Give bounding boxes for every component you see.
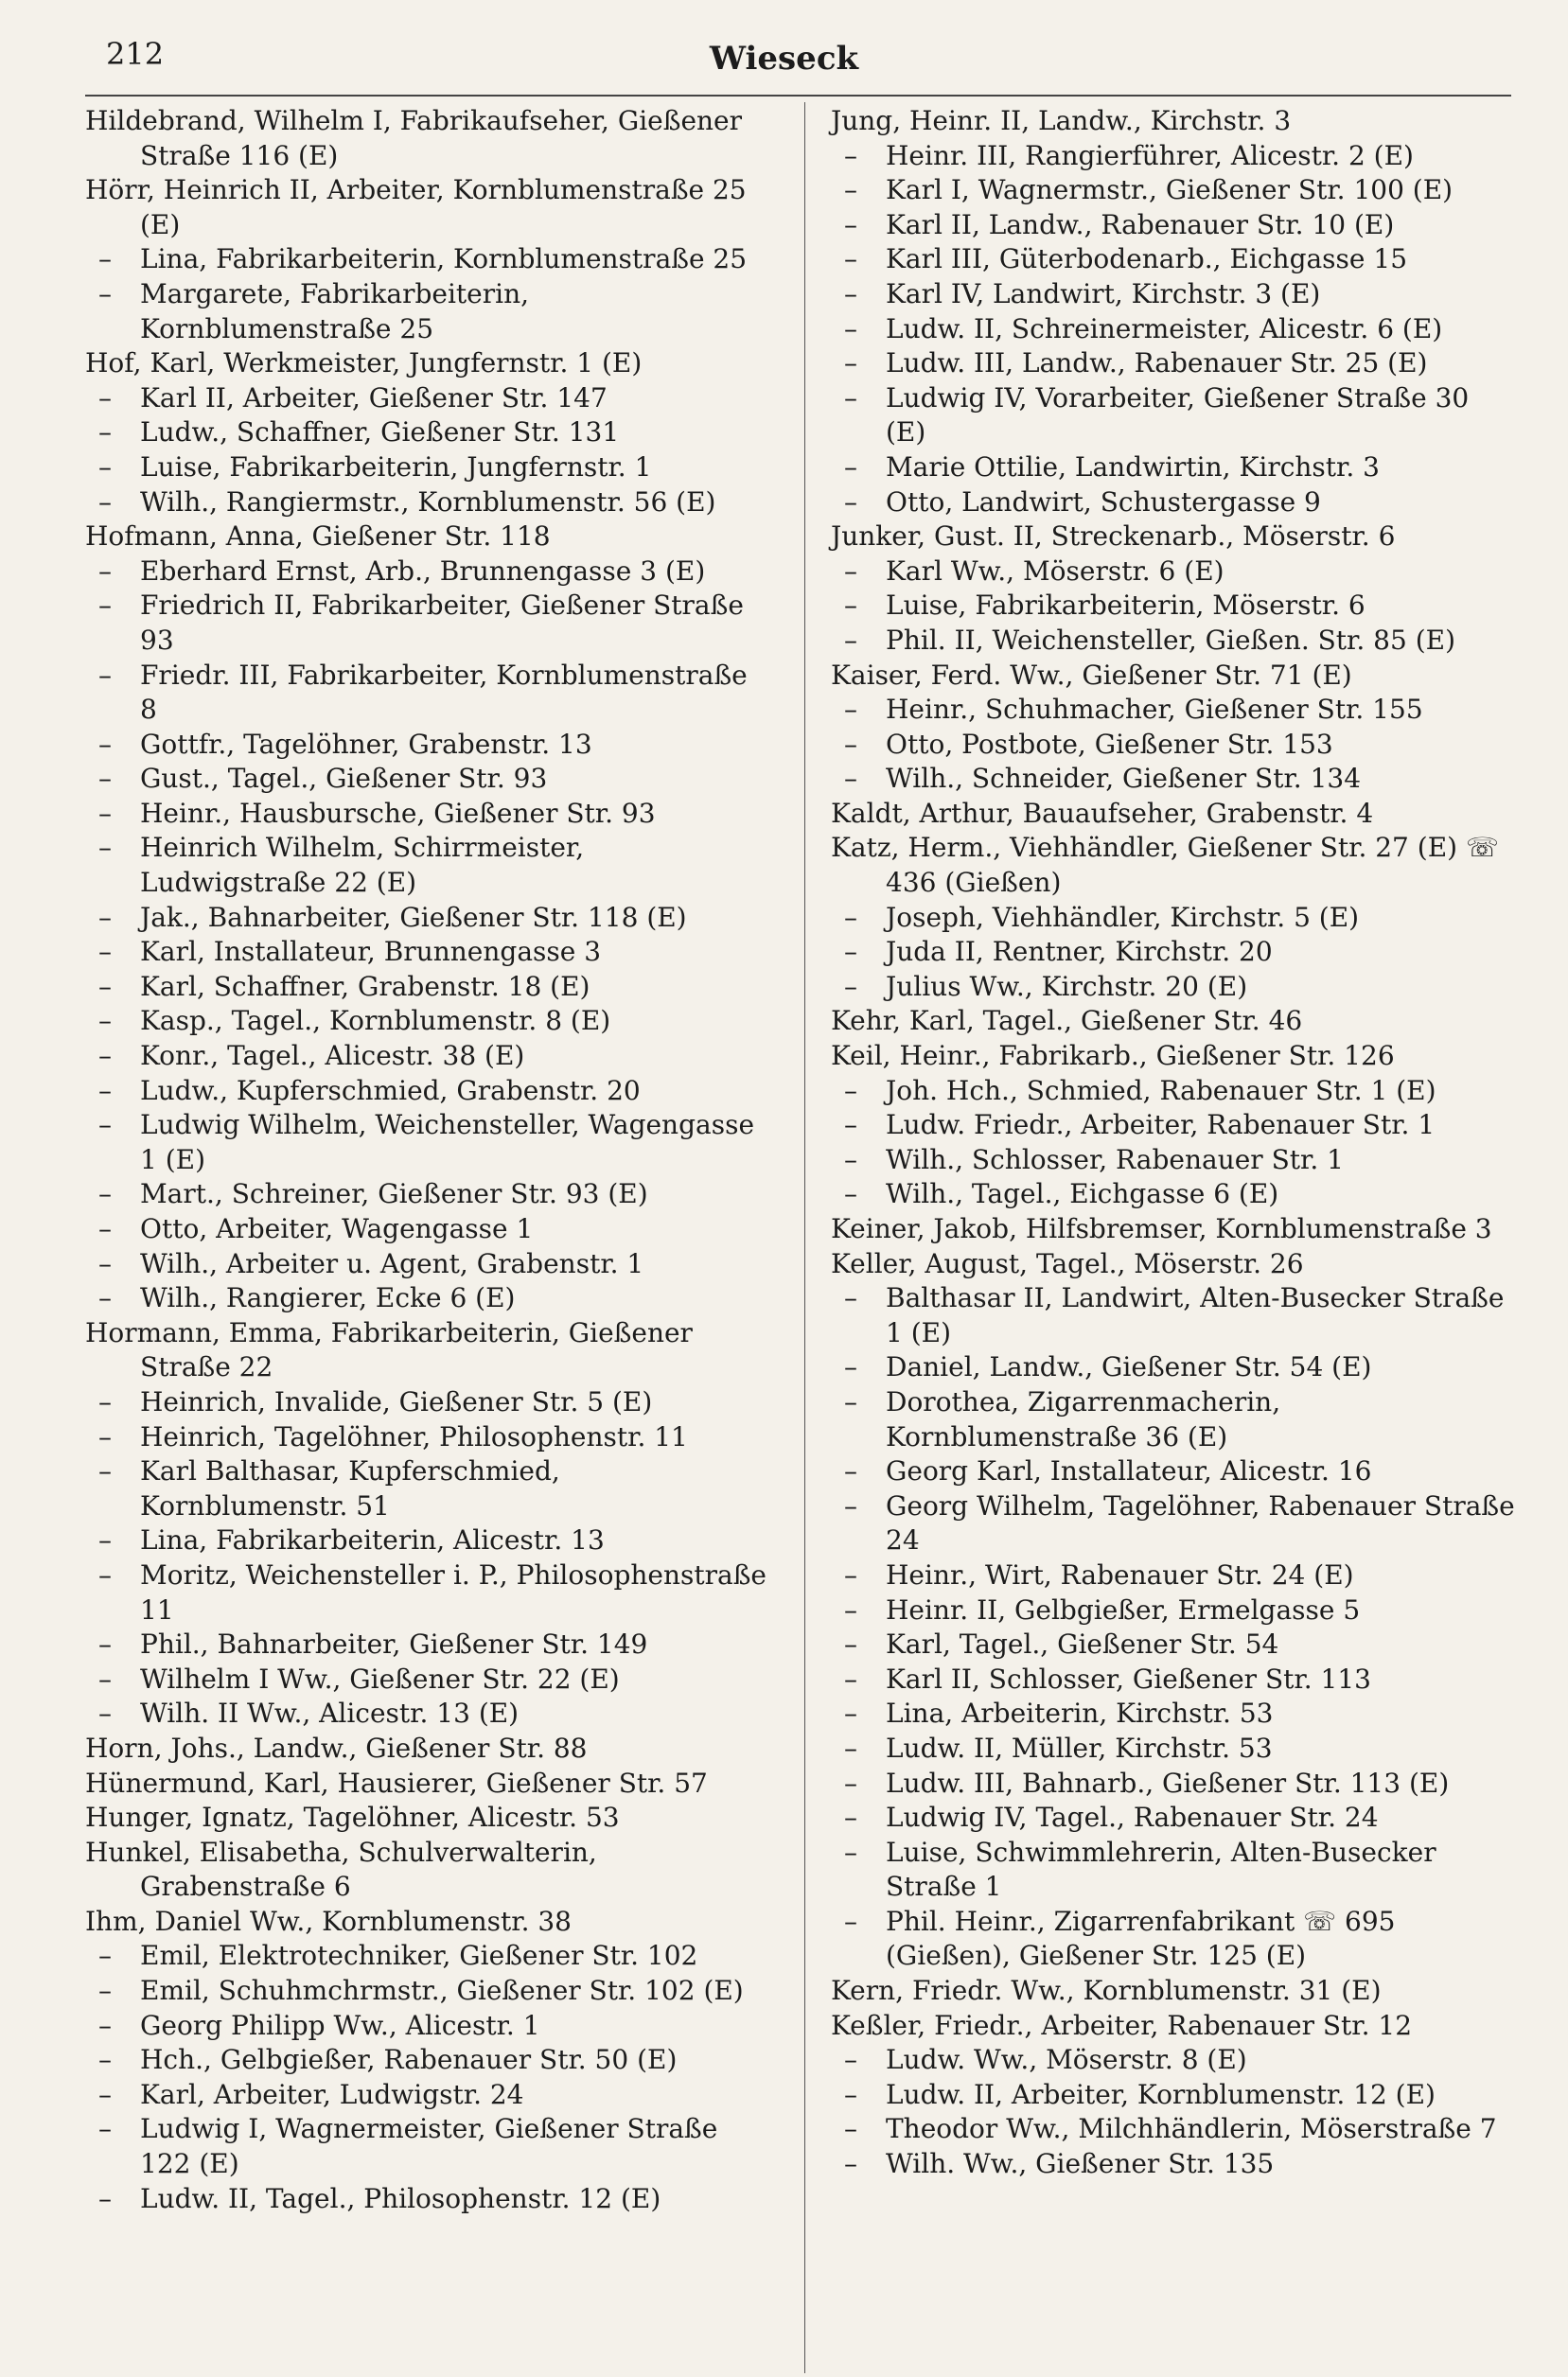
directory-entry xyxy=(831,242,1517,277)
directory-entry xyxy=(85,1767,771,1802)
entry-text: Phil. Heinr., Zigarrenfabrikant ☏ 695 (Gießen), Gießener Str. 125 (E) xyxy=(886,1905,1396,1972)
continuation-dash: – xyxy=(844,1074,857,1106)
entry-text: Ludw. Ww., Möserstr. 8 (E) xyxy=(886,2044,1247,2076)
directory-entry xyxy=(85,935,771,970)
directory-entry xyxy=(831,589,1517,624)
continuation-dash: – xyxy=(844,2078,857,2110)
entry-text: Georg Philipp Ww., Alicestr. 1 xyxy=(140,2009,540,2041)
directory-entry xyxy=(831,1974,1517,2009)
continuation-dash: – xyxy=(98,1074,112,1106)
entry-text: Dorothea, Zigarrenmacherin, Kornblumenstraße 36 (E) xyxy=(886,1385,1281,1453)
entry-text: Hunger, Ignatz, Tagelöhner, Alicestr. 53 xyxy=(85,1802,620,1834)
entry-text: Ludwig Wilhelm, Weichensteller, Wagengasse 1 (E) xyxy=(140,1109,755,1175)
entry-text: Ludwig IV, Tagel., Rabenauer Str. 24 xyxy=(886,1802,1379,1834)
directory-entry xyxy=(831,831,1517,900)
continuation-dash: – xyxy=(844,450,857,483)
continuation-dash: – xyxy=(844,936,857,968)
continuation-dash: – xyxy=(98,243,112,275)
directory-entry xyxy=(85,2182,771,2217)
continuation-dash: – xyxy=(98,1385,112,1417)
directory-entry xyxy=(85,1523,771,1558)
entry-text: Emil, Elektrotechniker, Gießener Str. 102 xyxy=(140,1940,698,1972)
directory-entry xyxy=(85,1663,771,1698)
entry-text: Phil., Bahnarbeiter, Gießener Str. 149 xyxy=(140,1629,648,1661)
entry-text: Balthasar II, Landwirt, Alten-Busecker Straße 1 (E) xyxy=(886,1282,1505,1348)
entry-text: Friedr. III, Fabrikarbeiter, Kornblumenstraße 8 xyxy=(140,659,748,726)
entry-text: Junker, Gust. II, Streckenarb., Möserstr. 6 xyxy=(831,520,1396,553)
directory-entry xyxy=(85,346,771,381)
directory-entry xyxy=(831,1454,1517,1489)
continuation-dash: – xyxy=(98,1040,112,1072)
continuation-dash: – xyxy=(98,277,112,309)
directory-entry xyxy=(831,312,1517,347)
continuation-dash: – xyxy=(844,1282,857,1314)
right-column xyxy=(831,104,1517,2182)
continuation-dash: – xyxy=(98,1282,112,1314)
entry-text: Lina, Fabrikarbeiterin, Alicestr. 13 xyxy=(140,1524,605,1557)
continuation-dash: – xyxy=(844,1732,857,1764)
directory-entry xyxy=(831,659,1517,694)
entry-text: Karl, Schaffner, Grabenstr. 18 (E) xyxy=(140,970,590,1002)
directory-entry xyxy=(85,1212,771,1247)
continuation-dash: – xyxy=(844,1629,857,1661)
entry-text: Wilh., Schlosser, Rabenauer Str. 1 xyxy=(886,1143,1344,1175)
entry-text: Georg Karl, Installateur, Alicestr. 16 xyxy=(886,1455,1372,1488)
entry-text: Kaldt, Arthur, Bauaufseher, Grabenstr. 4 xyxy=(831,797,1374,829)
directory-entry xyxy=(831,2043,1517,2078)
directory-entry xyxy=(85,1004,771,1039)
entry-text: Ludw. II, Müller, Kirchstr. 53 xyxy=(886,1732,1273,1764)
continuation-dash: – xyxy=(98,2113,112,2145)
continuation-dash: – xyxy=(98,450,112,483)
directory-entry xyxy=(85,970,771,1005)
entry-text: Hünermund, Karl, Hausierer, Gießener Str. 57 xyxy=(85,1767,708,1799)
entry-text: Katz, Herm., Viehhändler, Gießener Str. 27 (E) ☏ 436 (Gießen) xyxy=(831,832,1499,899)
continuation-dash: – xyxy=(844,1698,857,1730)
directory-entry xyxy=(85,1108,771,1177)
entry-text: Horn, Johs., Landw., Gießener Str. 88 xyxy=(85,1732,588,1764)
continuation-dash: – xyxy=(98,936,112,968)
continuation-dash: – xyxy=(98,1629,112,1661)
continuation-dash: – xyxy=(98,485,112,518)
continuation-dash: – xyxy=(98,2044,112,2076)
directory-entry xyxy=(85,1905,771,1940)
continuation-dash: – xyxy=(98,659,112,691)
directory-entry xyxy=(85,1420,771,1455)
entry-text: Lina, Fabrikarbeiterin, Kornblumenstraße 25 xyxy=(140,243,748,275)
entry-text: Karl Ww., Möserstr. 6 (E) xyxy=(886,555,1224,587)
entry-text: Heinr., Hausbursche, Gießener Str. 93 xyxy=(140,797,656,829)
entry-text: Hofmann, Anna, Gießener Str. 118 xyxy=(85,520,551,553)
directory-entry xyxy=(831,346,1517,381)
entry-text: Phil. II, Weichensteller, Gießen. Str. 85 (E) xyxy=(886,624,1455,656)
continuation-dash: – xyxy=(844,139,857,171)
entry-text: Wilh., Rangiermstr., Kornblumenstr. 56 (E) xyxy=(140,485,716,518)
directory-entry xyxy=(831,485,1517,520)
directory-entry xyxy=(85,415,771,450)
directory-entry xyxy=(831,1350,1517,1385)
entry-text: Jak., Bahnarbeiter, Gießener Str. 118 (E) xyxy=(140,901,687,933)
entry-text: Luise, Fabrikarbeiterin, Möserstr. 6 xyxy=(886,590,1365,622)
entry-text: Lina, Arbeiterin, Kirchstr. 53 xyxy=(886,1698,1274,1730)
entry-text: Karl II, Landw., Rabenauer Str. 10 (E) xyxy=(886,208,1395,240)
directory-entry xyxy=(85,1558,771,1628)
directory-entry xyxy=(85,485,771,520)
continuation-dash: – xyxy=(844,555,857,587)
directory-entry xyxy=(85,589,771,658)
directory-entry xyxy=(831,935,1517,970)
continuation-dash: – xyxy=(844,381,857,414)
entry-text: Karl IV, Landwirt, Kirchstr. 3 (E) xyxy=(886,277,1321,309)
continuation-dash: – xyxy=(844,2148,857,2180)
continuation-dash: – xyxy=(98,1420,112,1453)
continuation-dash: – xyxy=(844,970,857,1002)
entry-text: Ludw. II, Schreinermeister, Alicestr. 6 (E) xyxy=(886,312,1443,344)
column-divider xyxy=(804,102,805,2373)
directory-entry xyxy=(85,381,771,416)
directory-entry xyxy=(85,104,771,173)
entry-text: Keßler, Friedr., Arbeiter, Rabenauer Str. 12 xyxy=(831,2009,1413,2041)
directory-entry xyxy=(85,1628,771,1663)
entry-text: Karl, Installateur, Brunnengasse 3 xyxy=(140,936,602,968)
entry-text: Daniel, Landw., Gießener Str. 54 (E) xyxy=(886,1351,1372,1383)
continuation-dash: – xyxy=(844,277,857,309)
directory-entry xyxy=(831,1905,1517,1974)
continuation-dash: – xyxy=(98,1455,112,1488)
continuation-dash: – xyxy=(98,381,112,414)
directory-entry xyxy=(85,1939,771,1974)
entry-text: Juda II, Rentner, Kirchstr. 20 xyxy=(886,936,1273,968)
entry-text: Joseph, Viehhändler, Kirchstr. 5 (E) xyxy=(886,901,1360,933)
entry-text: Heinr., Schuhmacher, Gießener Str. 155 xyxy=(886,694,1423,726)
directory-entry xyxy=(831,1558,1517,1593)
directory-entry xyxy=(831,1732,1517,1767)
entry-text: Margarete, Fabrikarbeiterin, Kornblumenstraße 25 xyxy=(140,277,530,344)
entry-text: Karl III, Güterbodenarb., Eichgasse 15 xyxy=(886,243,1408,275)
directory-entry xyxy=(831,1247,1517,1282)
entry-text: Ludw. II, Arbeiter, Kornblumenstr. 12 (E) xyxy=(886,2078,1436,2110)
directory-entry xyxy=(831,762,1517,797)
entry-text: Luise, Schwimmlehrerin, Alten-Busecker Straße 1 xyxy=(886,1836,1436,1903)
entry-text: Hörr, Heinrich II, Arbeiter, Kornblumenstraße 25 (E) xyxy=(85,174,747,240)
entry-text: Kaiser, Ferd. Ww., Gießener Str. 71 (E) xyxy=(831,659,1352,691)
continuation-dash: – xyxy=(98,1663,112,1695)
entry-text: Hof, Karl, Werkmeister, Jungfernstr. 1 (E) xyxy=(85,347,643,379)
entry-text: Ihm, Daniel Ww., Kornblumenstr. 38 xyxy=(85,1905,572,1937)
entry-text: Otto, Landwirt, Schustergasse 9 xyxy=(886,485,1321,518)
directory-entry xyxy=(831,970,1517,1005)
entry-text: Otto, Arbeiter, Wagengasse 1 xyxy=(140,1213,534,1244)
directory-entry xyxy=(831,1004,1517,1039)
directory-entry xyxy=(831,1177,1517,1212)
entry-text: Ludw. III, Bahnarb., Gießener Str. 113 (E) xyxy=(886,1767,1450,1799)
entry-text: Hormann, Emma, Fabrikarbeiterin, Gießener Straße 22 xyxy=(85,1316,693,1383)
directory-entry xyxy=(85,1385,771,1420)
entry-text: Mart., Schreiner, Gießener Str. 93 (E) xyxy=(140,1178,648,1210)
directory-entry xyxy=(831,208,1517,243)
directory-entry xyxy=(831,104,1517,139)
directory-entry xyxy=(85,450,771,485)
continuation-dash: – xyxy=(844,1143,857,1175)
directory-entry xyxy=(831,1039,1517,1074)
continuation-dash: – xyxy=(98,1524,112,1557)
directory-entry xyxy=(85,1281,771,1316)
header-rule xyxy=(85,95,1511,97)
continuation-dash: – xyxy=(844,1905,857,1937)
continuation-dash: – xyxy=(98,901,112,933)
continuation-dash: – xyxy=(98,832,112,864)
page-header: Wieseck xyxy=(709,40,859,78)
continuation-dash: – xyxy=(98,728,112,760)
directory-entry xyxy=(85,1732,771,1767)
directory-entry xyxy=(85,2112,771,2181)
continuation-dash: – xyxy=(844,901,857,933)
directory-entry xyxy=(85,2009,771,2044)
entry-text: Ludw., Schaffner, Gießener Str. 131 xyxy=(140,416,620,449)
continuation-dash: – xyxy=(844,763,857,795)
directory-entry xyxy=(85,1316,771,1385)
continuation-dash: – xyxy=(844,694,857,726)
continuation-dash: – xyxy=(98,1213,112,1244)
directory-entry xyxy=(85,242,771,277)
continuation-dash: – xyxy=(844,624,857,656)
directory-entry xyxy=(831,381,1517,450)
directory-entry xyxy=(85,2043,771,2078)
directory-entry xyxy=(85,519,771,555)
directory-entry xyxy=(831,139,1517,174)
directory-entry xyxy=(831,173,1517,208)
directory-entry xyxy=(85,1247,771,1282)
continuation-dash: – xyxy=(98,1109,112,1141)
directory-entry xyxy=(85,728,771,763)
continuation-dash: – xyxy=(844,1663,857,1695)
continuation-dash: – xyxy=(98,1558,112,1591)
entry-text: Theodor Ww., Milchhändlerin, Möserstraße 7 xyxy=(886,2113,1497,2145)
entry-text: Heinrich, Tagelöhner, Philosophenstr. 11 xyxy=(140,1420,688,1453)
entry-text: Keiner, Jakob, Hilfsbremser, Kornblumenstraße 3 xyxy=(831,1213,1492,1244)
continuation-dash: – xyxy=(98,2078,112,2110)
directory-entry xyxy=(831,519,1517,555)
entry-text: Marie Ottilie, Landwirtin, Kirchstr. 3 xyxy=(886,450,1380,483)
entry-text: Jung, Heinr. II, Landw., Kirchstr. 3 xyxy=(831,105,1292,136)
continuation-dash: – xyxy=(98,1247,112,1279)
directory-entry xyxy=(85,1177,771,1212)
entry-text: Wilh., Rangierer, Ecke 6 (E) xyxy=(140,1282,516,1314)
continuation-dash: – xyxy=(844,1802,857,1834)
entry-text: Joh. Hch., Schmied, Rabenauer Str. 1 (E) xyxy=(886,1074,1436,1106)
directory-entry xyxy=(831,728,1517,763)
entry-text: Wilh. Ww., Gießener Str. 135 xyxy=(886,2148,1275,2180)
directory-entry xyxy=(85,277,771,346)
entry-text: Konr., Tagel., Alicestr. 38 (E) xyxy=(140,1040,525,1072)
entry-text: Ludwig IV, Vorarbeiter, Gießener Straße 30 (E) xyxy=(886,381,1470,449)
continuation-dash: – xyxy=(844,728,857,760)
entry-text: Heinr. II, Gelbgießer, Ermelgasse 5 xyxy=(886,1593,1361,1626)
entry-text: Gust., Tagel., Gießener Str. 93 xyxy=(140,763,548,795)
entry-text: Wilh., Arbeiter u. Agent, Grabenstr. 1 xyxy=(140,1247,644,1279)
directory-entry xyxy=(831,1767,1517,1802)
directory-entry xyxy=(85,1801,771,1836)
entry-text: Kehr, Karl, Tagel., Gießener Str. 46 xyxy=(831,1005,1303,1037)
directory-entry xyxy=(831,277,1517,312)
continuation-dash: – xyxy=(844,1455,857,1488)
directory-entry xyxy=(85,797,771,832)
directory-entry xyxy=(85,173,771,242)
continuation-dash: – xyxy=(844,2113,857,2145)
entry-text: Hildebrand, Wilhelm I, Fabrikaufseher, Gießener Straße 116 (E) xyxy=(85,105,742,171)
entry-text: Keller, August, Tagel., Möserstr. 26 xyxy=(831,1247,1304,1279)
entry-text: Hch., Gelbgießer, Rabenauer Str. 50 (E) xyxy=(140,2044,678,2076)
continuation-dash: – xyxy=(844,312,857,344)
entry-text: Gottfr., Tagelöhner, Grabenstr. 13 xyxy=(140,728,592,760)
left-column xyxy=(85,104,771,2216)
directory-entry xyxy=(85,1074,771,1109)
directory-entry xyxy=(831,450,1517,485)
directory-entry xyxy=(85,1974,771,2009)
directory-entry xyxy=(831,1108,1517,1143)
entry-text: Wilh., Schneider, Gießener Str. 134 xyxy=(886,763,1362,795)
entry-text: Ludwig I, Wagnermeister, Gießener Straße 122 (E) xyxy=(140,2113,718,2180)
entry-text: Heinrich Wilhelm, Schirrmeister, Ludwigstraße 22 (E) xyxy=(140,832,585,899)
continuation-dash: – xyxy=(98,555,112,587)
entry-text: Karl II, Arbeiter, Gießener Str. 147 xyxy=(140,381,608,414)
continuation-dash: – xyxy=(844,1109,857,1141)
continuation-dash: – xyxy=(844,1178,857,1210)
directory-entry xyxy=(85,1454,771,1523)
continuation-dash: – xyxy=(98,1178,112,1210)
directory-entry xyxy=(831,2147,1517,2182)
directory-entry xyxy=(831,693,1517,728)
entry-text: Keil, Heinr., Fabrikarb., Gießener Str. 126 xyxy=(831,1040,1395,1072)
entry-text: Wilh., Tagel., Eichgasse 6 (E) xyxy=(886,1178,1279,1210)
entry-text: Ludw., Kupferschmied, Grabenstr. 20 xyxy=(140,1074,641,1106)
directory-entry xyxy=(831,1836,1517,1905)
directory-entry xyxy=(831,2078,1517,2113)
continuation-dash: – xyxy=(844,1767,857,1799)
continuation-dash: – xyxy=(98,1940,112,1972)
continuation-dash: – xyxy=(98,1975,112,2007)
directory-entry xyxy=(85,555,771,590)
entry-text: Ludw. III, Landw., Rabenauer Str. 25 (E) xyxy=(886,347,1428,379)
directory-entry xyxy=(831,1489,1517,1558)
entry-text: Karl I, Wagnermstr., Gießener Str. 100 (E) xyxy=(886,174,1453,206)
continuation-dash: – xyxy=(98,2009,112,2041)
entry-text: Karl Balthasar, Kupferschmied, Kornblumenstr. 51 xyxy=(140,1455,560,1522)
directory-entry xyxy=(831,797,1517,832)
entry-text: Kasp., Tagel., Kornblumenstr. 8 (E) xyxy=(140,1005,611,1037)
entry-text: Otto, Postbote, Gießener Str. 153 xyxy=(886,728,1333,760)
continuation-dash: – xyxy=(98,1005,112,1037)
entry-text: Karl, Tagel., Gießener Str. 54 xyxy=(886,1629,1279,1661)
entry-text: Karl II, Schlosser, Gießener Str. 113 xyxy=(886,1663,1371,1695)
directory-entry xyxy=(85,901,771,936)
continuation-dash: – xyxy=(98,1698,112,1730)
continuation-dash: – xyxy=(844,1836,857,1868)
directory-entry xyxy=(831,1385,1517,1454)
continuation-dash: – xyxy=(844,347,857,379)
continuation-dash: – xyxy=(98,797,112,829)
entry-text: Kern, Friedr. Ww., Kornblumenstr. 31 (E) xyxy=(831,1975,1382,2007)
directory-entry xyxy=(831,2112,1517,2147)
entry-text: Moritz, Weichensteller i. P., Philosophenstraße 11 xyxy=(140,1558,766,1626)
page-number: 212 xyxy=(106,36,165,72)
entry-text: Heinr. III, Rangierführer, Alicestr. 2 (E) xyxy=(886,139,1414,171)
directory-entry xyxy=(85,831,771,900)
directory-entry xyxy=(831,1663,1517,1698)
continuation-dash: – xyxy=(844,1351,857,1383)
entry-text: Georg Wilhelm, Tagelöhner, Rabenauer Straße 24 xyxy=(886,1489,1515,1557)
continuation-dash: – xyxy=(844,208,857,240)
continuation-dash: – xyxy=(98,763,112,795)
entry-text: Karl, Arbeiter, Ludwigstr. 24 xyxy=(140,2078,524,2110)
entry-text: Hunkel, Elisabetha, Schulverwalterin, Grabenstraße 6 xyxy=(85,1836,597,1903)
continuation-dash: – xyxy=(844,174,857,206)
directory-entry xyxy=(831,1697,1517,1732)
entry-text: Eberhard Ernst, Arb., Brunnengasse 3 (E) xyxy=(140,555,706,587)
continuation-dash: – xyxy=(844,1558,857,1591)
directory-entry xyxy=(85,1836,771,1905)
continuation-dash: – xyxy=(844,243,857,275)
entry-text: Luise, Fabrikarbeiterin, Jungfernstr. 1 xyxy=(140,450,652,483)
directory-entry xyxy=(85,1039,771,1074)
directory-entry xyxy=(831,1074,1517,1109)
directory-entry xyxy=(831,2009,1517,2044)
entry-text: Julius Ww., Kirchstr. 20 (E) xyxy=(886,970,1248,1002)
directory-entry xyxy=(831,1281,1517,1350)
directory-entry xyxy=(831,624,1517,659)
entry-text: Wilhelm I Ww., Gießener Str. 22 (E) xyxy=(140,1663,620,1695)
entry-text: Emil, Schuhmchrmstr., Gießener Str. 102 (E) xyxy=(140,1975,744,2007)
continuation-dash: – xyxy=(98,416,112,449)
continuation-dash: – xyxy=(98,2182,112,2214)
directory-entry xyxy=(831,1593,1517,1629)
directory-entry xyxy=(831,1143,1517,1178)
continuation-dash: – xyxy=(844,1489,857,1522)
continuation-dash: – xyxy=(98,970,112,1002)
directory-entry xyxy=(831,1212,1517,1247)
continuation-dash: – xyxy=(844,1385,857,1417)
directory-entry xyxy=(85,2078,771,2113)
entry-text: Ludw. Friedr., Arbeiter, Rabenauer Str. 1 xyxy=(886,1109,1436,1141)
continuation-dash: – xyxy=(98,590,112,622)
directory-entry xyxy=(85,1697,771,1732)
entry-text: Wilh. II Ww., Alicestr. 13 (E) xyxy=(140,1698,520,1730)
entry-text: Friedrich II, Fabrikarbeiter, Gießener Straße 93 xyxy=(140,590,744,656)
entry-text: Heinr., Wirt, Rabenauer Str. 24 (E) xyxy=(886,1558,1354,1591)
directory-entry xyxy=(85,659,771,728)
continuation-dash: – xyxy=(844,1593,857,1626)
entry-text: Ludw. II, Tagel., Philosophenstr. 12 (E) xyxy=(140,2182,661,2214)
continuation-dash: – xyxy=(844,485,857,518)
continuation-dash: – xyxy=(844,2044,857,2076)
continuation-dash: – xyxy=(844,590,857,622)
directory-entry xyxy=(85,762,771,797)
directory-entry xyxy=(831,555,1517,590)
directory-entry xyxy=(831,1801,1517,1836)
directory-entry xyxy=(831,1628,1517,1663)
entry-text: Heinrich, Invalide, Gießener Str. 5 (E) xyxy=(140,1385,653,1417)
directory-entry xyxy=(831,901,1517,936)
